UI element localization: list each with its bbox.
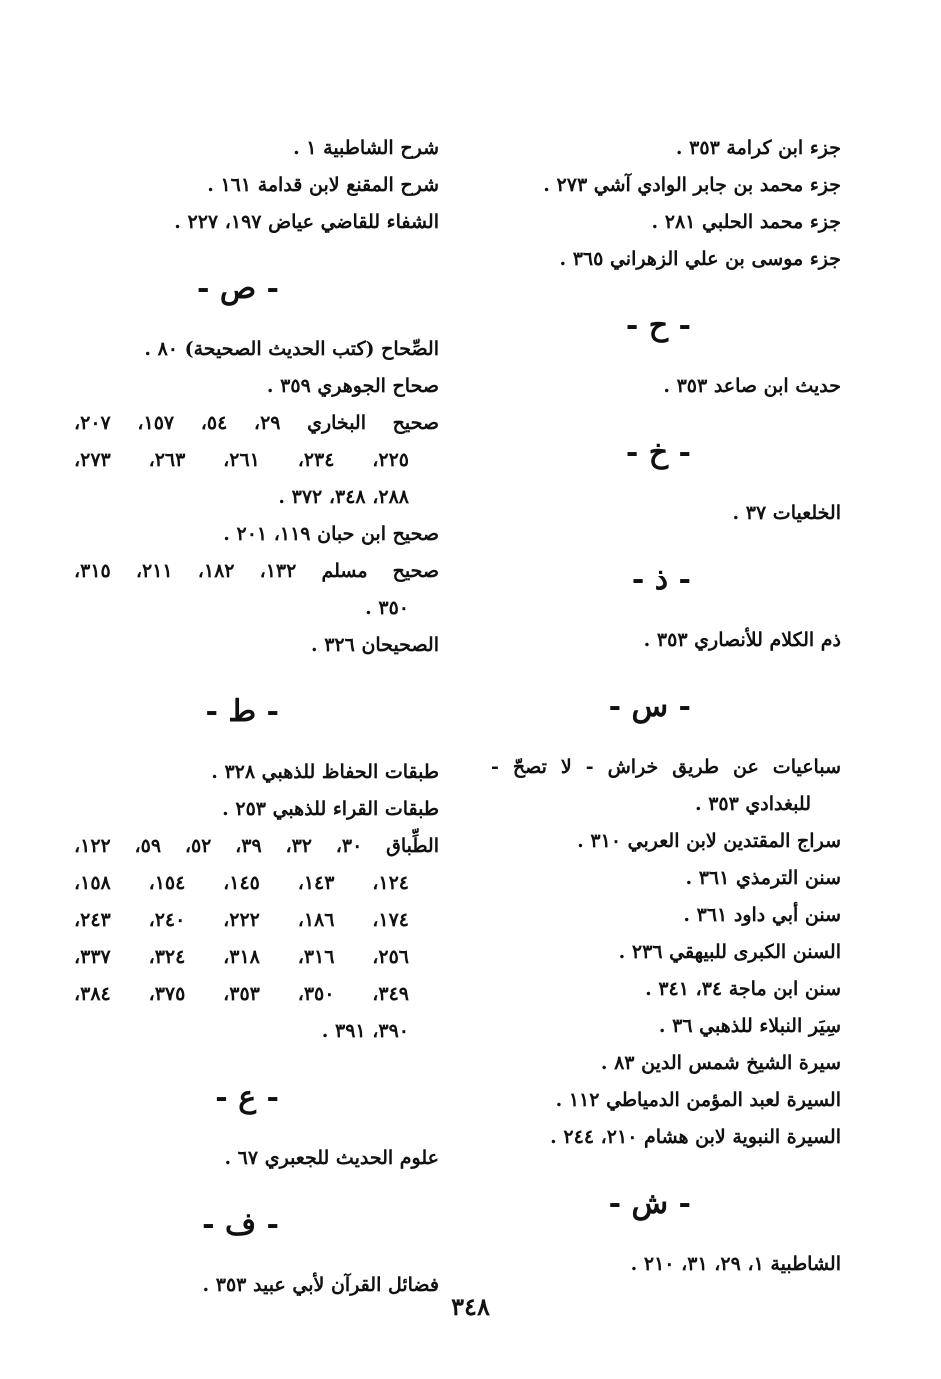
index-entry: ٣٤٩، ٣٥٠، ٣٥٣، ٣٧٥، ٣٨٤، [74, 983, 410, 1005]
index-entry: الصحيحان ٣٢٦ . [310, 634, 439, 656]
section-letter-heading: - ص - [196, 271, 279, 306]
section-letter-heading: - ح - [625, 308, 691, 343]
index-entry: الخلعيات ٣٧ . [732, 502, 841, 524]
index-column-left [74, 130, 439, 1304]
index-entry: جزء ابن كرامة ٣٥٣ . [675, 137, 841, 159]
index-entry: ٢٨٨، ٣٤٨، ٣٧٢ . [278, 486, 409, 508]
index-entry: جزء موسى بن علي الزهراني ٣٦٥ . [559, 248, 841, 270]
index-entry: سباعيات عن طريق خراش - لا تصحّ - [491, 756, 841, 778]
index-entry: علوم الحديث للجعبري ٦٧ . [224, 1147, 439, 1169]
index-entry: سراج المقتدين لابن العربي ٣١٠ . [577, 830, 841, 852]
section-letter-heading: - ف - [202, 1207, 279, 1242]
index-entry: السنن الكبرى للبيهقي ٢٣٦ . [618, 941, 841, 963]
index-entry: الصِّحاح (كتب الحديث الصحيحة) ٨٠ . [144, 338, 439, 360]
index-entry: السيرة لعبد المؤمن الدمياطي ١١٢ . [555, 1089, 841, 1111]
section-letter-heading: - خ - [625, 435, 691, 470]
index-entry: ٢٢٥، ٢٣٤، ٢٦١، ٢٦٣، ٢٧٣، [74, 449, 410, 471]
section-letter-heading: - ط - [205, 694, 279, 729]
index-entry: الطِّباق ٣٠، ٣٢، ٣٩، ٥٢، ٥٩، ١٢٢، [74, 835, 439, 857]
index-entry: شرح المقنع لابن قدامة ١٦١ . [207, 174, 439, 196]
index-entry: ١٧٤، ١٨٦، ٢٢٢، ٢٤٠، ٢٤٣، [74, 909, 410, 931]
index-entry: طبقات القراء للذهبي ٢٥٣ . [222, 798, 439, 820]
index-entry: سيرة الشيخ شمس الدين ٨٣ . [600, 1052, 841, 1074]
index-entry: جزء محمد الحلبي ٢٨١ . [651, 211, 841, 233]
section-letter-heading: - ذ - [631, 562, 691, 597]
index-entry: ٣٩٠، ٣٩١ . [321, 1020, 409, 1042]
index-entry: ٢٥٦، ٣١٦، ٣١٨، ٣٢٤، ٣٣٧، [74, 946, 410, 968]
section-letter-heading: - ع - [215, 1080, 279, 1115]
page-number: ٣٤٨ [451, 1292, 490, 1321]
index-entry: شرح الشاطبية ١ . [293, 137, 439, 159]
index-entry: ٣٥٠ . [365, 597, 409, 619]
section-letter-heading: - س - [608, 689, 691, 724]
index-entry: صحاح الجوهري ٣٥٩ . [266, 375, 439, 397]
index-entry: الشاطبية ١، ٢٩، ٣١، ٢١٠ . [630, 1253, 841, 1275]
index-entry: سنن أبي داود ٣٦١ . [683, 904, 841, 926]
index-entry: طبقات الحفاظ للذهبي ٣٢٨ . [211, 761, 439, 783]
index-entry: السيرة النبوية لابن هشام ٢١٠، ٢٤٤ . [550, 1126, 841, 1148]
section-letter-heading: - ش - [608, 1186, 691, 1221]
index-column-right [491, 130, 841, 1283]
index-entry: فضائل القرآن لأبي عبيد ٣٥٣ . [202, 1274, 439, 1296]
index-entry: جزء محمد بن جابر الوادي آشي ٢٧٣ . [543, 174, 841, 196]
index-entry: صحيح مسلم ١٣٢، ١٨٢، ٢١١، ٣١٥، [74, 560, 439, 582]
index-entry: للبغدادي ٣٥٣ . [694, 793, 811, 815]
index-entry: سنن الترمذي ٣٦١ . [685, 867, 841, 889]
index-entry: الشفاء للقاضي عياض ١٩٧، ٢٢٧ . [174, 211, 439, 233]
index-entry: ١٢٤، ١٤٣، ١٤٥، ١٥٤، ١٥٨، [74, 872, 410, 894]
index-entry: ذم الكلام للأنصاري ٣٥٣ . [643, 629, 841, 651]
index-entry: حديث ابن صاعد ٣٥٣ . [663, 375, 841, 397]
index-entry: سنن ابن ماجة ٣٤، ٣٤١ . [645, 978, 841, 1000]
index-entry: سِيَر النبلاء للذهبي ٣٦ . [658, 1015, 841, 1037]
index-entry: صحيح البخاري ٢٩، ٥٤، ١٥٧، ٢٠٧، [74, 412, 440, 434]
index-entry: صحيح ابن حبان ١١٩، ٢٠١ . [223, 523, 439, 545]
